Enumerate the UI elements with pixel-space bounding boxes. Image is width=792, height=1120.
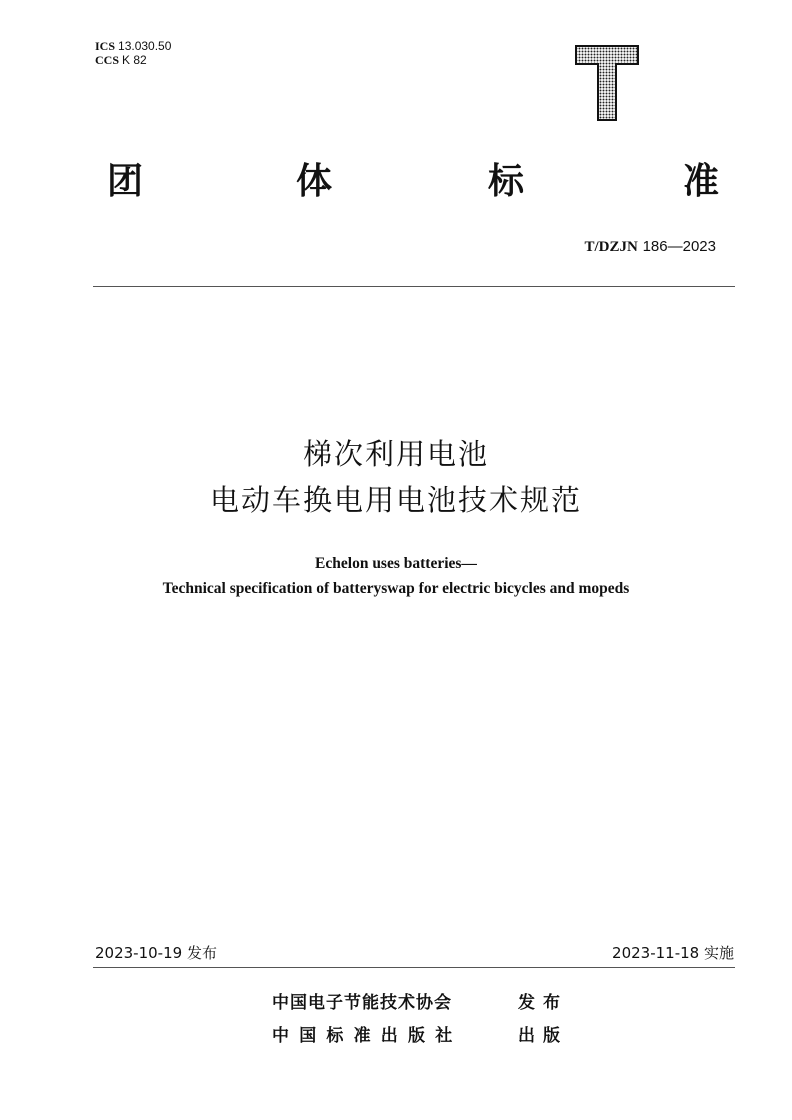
issue-date: 2023-10-19 发布 bbox=[95, 944, 217, 962]
ics-number: 13.030.50 bbox=[118, 39, 172, 53]
ics-code bbox=[95, 40, 171, 53]
publisher-association-name: 中国电子节能技术协会 bbox=[272, 993, 452, 1013]
header-char-ti: 体 bbox=[296, 161, 333, 202]
standard-t-logo-icon bbox=[572, 44, 642, 124]
implementation-date: 2023-11-18 实施 bbox=[612, 944, 734, 962]
ccs-code bbox=[95, 54, 147, 67]
header-char-tuan: 团 bbox=[107, 161, 144, 202]
ccs-prefix: CCS bbox=[95, 53, 120, 67]
publisher-press-role: 出版 bbox=[518, 1026, 568, 1046]
header-char-biao: 标 bbox=[488, 161, 525, 202]
top-divider bbox=[93, 286, 735, 287]
standard-number bbox=[584, 237, 716, 256]
title-cn-line2: 电动车换电用电池技术规范 bbox=[209, 483, 582, 517]
publisher-press-name: 中国标准出版社 bbox=[272, 1026, 463, 1046]
ics-prefix: ICS bbox=[95, 39, 116, 53]
standard-number-prefix: T/DZJN bbox=[584, 239, 638, 255]
title-en-line1: Echelon uses batteries— bbox=[315, 555, 477, 572]
standard-number-value: 186—2023 bbox=[642, 238, 716, 255]
title-cn-line1: 梯次利用电池 bbox=[302, 437, 489, 471]
bottom-divider bbox=[93, 967, 735, 968]
header-char-zhun: 准 bbox=[683, 161, 720, 202]
publisher-association-role: 发布 bbox=[518, 993, 568, 1013]
ccs-number: K 82 bbox=[122, 53, 147, 67]
title-en-line2: Technical specification of batteryswap for electric bicycles and mopeds bbox=[162, 580, 630, 597]
